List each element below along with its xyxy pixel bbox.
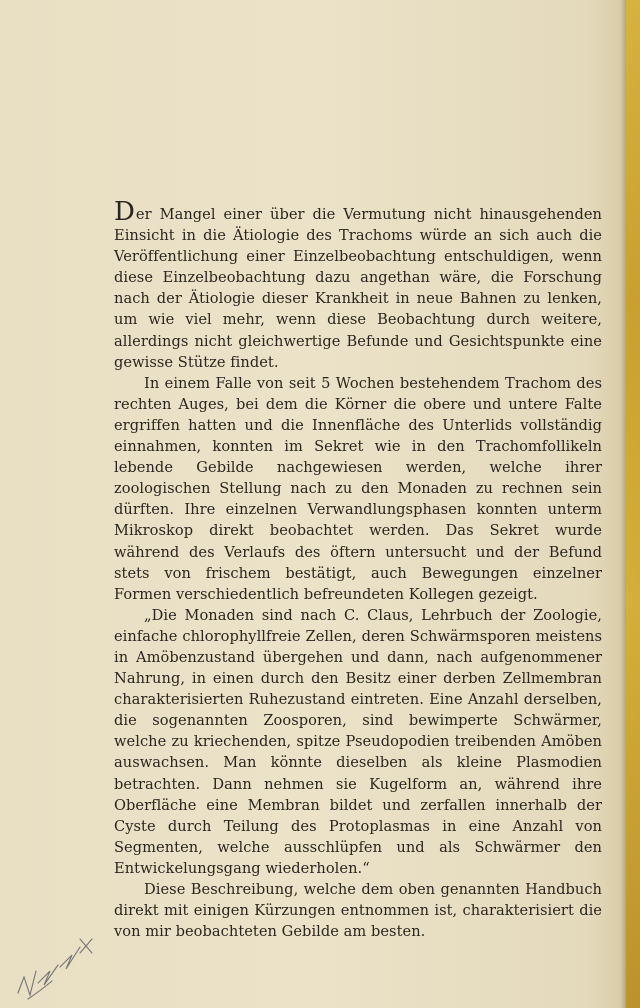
body-text [114,197,602,942]
paragraph-1 [114,197,602,373]
dropcap: D [114,197,135,227]
paragraph-1-text: er Mangel einer über die Vermutung nicht hinausgehenden Einsicht in die Ätiologie des Trachoms würde an sich auch die Veröffentlichung einer Einzelbeobachtung entschuldigen, wenn diese Einzelbeobachtung dazu angethan wäre, die Forschung nach der Ätiologie dieser Krankheit in neue Bahnen zu lenken, um wie viel mehr, wenn diese Beobachtung durch weitere, allerdings nicht gleichwertige Befunde und Gesichtspunkte eine gewisse Stütze findet. [114,206,602,371]
paragraph-4: Diese Beschreibung, welche dem oben genannten Handbuch direkt mit einigen Kürzungen entnommen ist, charakterisiert die von mir beobachteten Gebilde am besten. [114,881,602,941]
page-edge [626,0,640,1008]
pencil-scribble [10,925,110,1005]
paragraph-2: In einem Falle von seit 5 Wochen bestehendem Trachom des rechten Auges, bei dem die Körner die obere und untere Falte ergriffen hatten und die Innenfläche des Unterlids vollständig einnahmen, konnten im Sekret wie in den Trachomfollikeln lebende Gebilde nachgewiesen werden, welche ihrer zoologischen Stellung nach zu den Monaden zu rechnen sein dürften. Ihre einzelnen Verwandlungsphasen konnten unterm Mikroskop direkt beobachtet werden. Das Sekret wurde während des Verlaufs des öftern untersucht und der Befund stets von frischem bestätigt, auch Bewegungen einzelner Formen verschiedentlich befreundeten Kollegen gezeigt. [114,374,602,603]
paragraph-3: „Die Monaden sind nach C. Claus, Lehrbuch der Zoologie, einfache chlorophyllfreie Zellen, deren Schwärmsporen meistens in Amöbenzustand übergehen und dann, nach aufgenommener Nahrung, in einen durch den Besitz einer derben Zellmembran charakterisierten Ruhezustand eintreten. Eine Anzahl derselben, die sogenannten Zoosporen, sind bewimperte Schwärmer, welche zu kriechenden, spitze Pseudopodien treibenden Amöben auswachsen. Man könnte dieselben als kleine Plasmodien betrachten. Dann nehmen sie Kugelform an, während ihre Oberfläche eine Membran bildet und zerfallen innerhalb der Cyste durch Teilung des Protoplasmas in eine Anzahl von Segmenten, welche ausschlüpfen und als Schwärmer den Entwickelungsgang wiederholen.“ [114,606,602,877]
